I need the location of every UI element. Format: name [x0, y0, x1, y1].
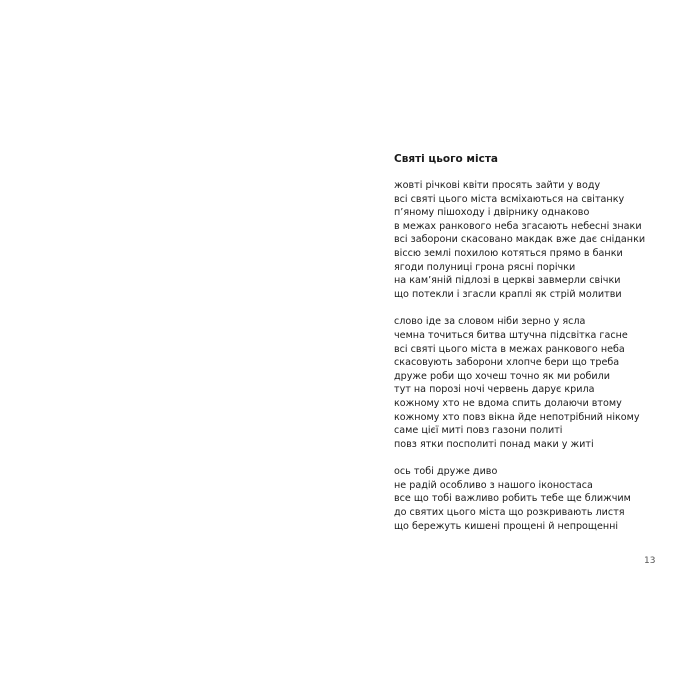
poem	[394, 152, 684, 547]
poem-line: на кам’яній підлозі в церкві завмерли свічки	[394, 275, 621, 287]
poem-line: всі святі цього міста в межах ранкового неба	[394, 343, 625, 355]
poem-line: чемна точиться битва штучна підсвітка гасне	[394, 329, 628, 341]
poem-line: тут на порозі ночі червень дарує крила	[394, 384, 595, 396]
poem-line: ось тобі друже диво	[394, 466, 498, 478]
page-number: 13	[644, 556, 656, 566]
poem-line: до святих цього міста що розкривають листя	[394, 507, 625, 519]
poem-line: все що тобі важливо робить тебе ще ближчим	[394, 493, 631, 505]
poem-line: скасовують заборони хлопче бери що треба	[394, 357, 620, 369]
poem-line: віссю землі похилою котяться прямо в банки	[394, 247, 623, 259]
poem-line: слово іде за словом ніби зерно у ясла	[394, 316, 586, 328]
poem-line: ягоди полуниці грона рясні порічки	[394, 261, 576, 273]
poem-title: Святі цього міста	[394, 153, 499, 165]
poem-line: кожному хто повз вікна йде непотрібний нікому	[394, 411, 640, 423]
poem-line: жовті річкові квіти просять зайти у воду	[394, 180, 601, 191]
stanza-2	[394, 315, 684, 451]
poem-line: п’яному пішоходу і двірнику однаково	[394, 207, 590, 219]
poem-line: що потекли і згасли краплі як стрій молитви	[394, 288, 622, 300]
poem-line: всі святі цього міста всміхаються на світанку	[394, 193, 625, 205]
poem-line: не радій особливо з нашого іконостаса	[394, 479, 593, 491]
poem-line: друже роби що хочеш точно як ми робили	[394, 370, 610, 382]
poem-line: кожному хто не вдома спить долаючи втому	[394, 397, 622, 409]
stanza-3	[394, 465, 684, 533]
poem-line: що бережуть кишені прощені й непрощенні	[394, 520, 619, 532]
poem-line: в межах ранкового неба згасають небесні знаки	[394, 220, 642, 232]
poem-line: саме цієї миті повз газони политі	[394, 425, 563, 437]
stanza-1	[394, 179, 684, 301]
poem-line: повз ятки посполиті понад маки у житі	[394, 438, 594, 450]
poem-line: всі заборони скасовано макдак вже дає сніданки	[394, 234, 646, 246]
